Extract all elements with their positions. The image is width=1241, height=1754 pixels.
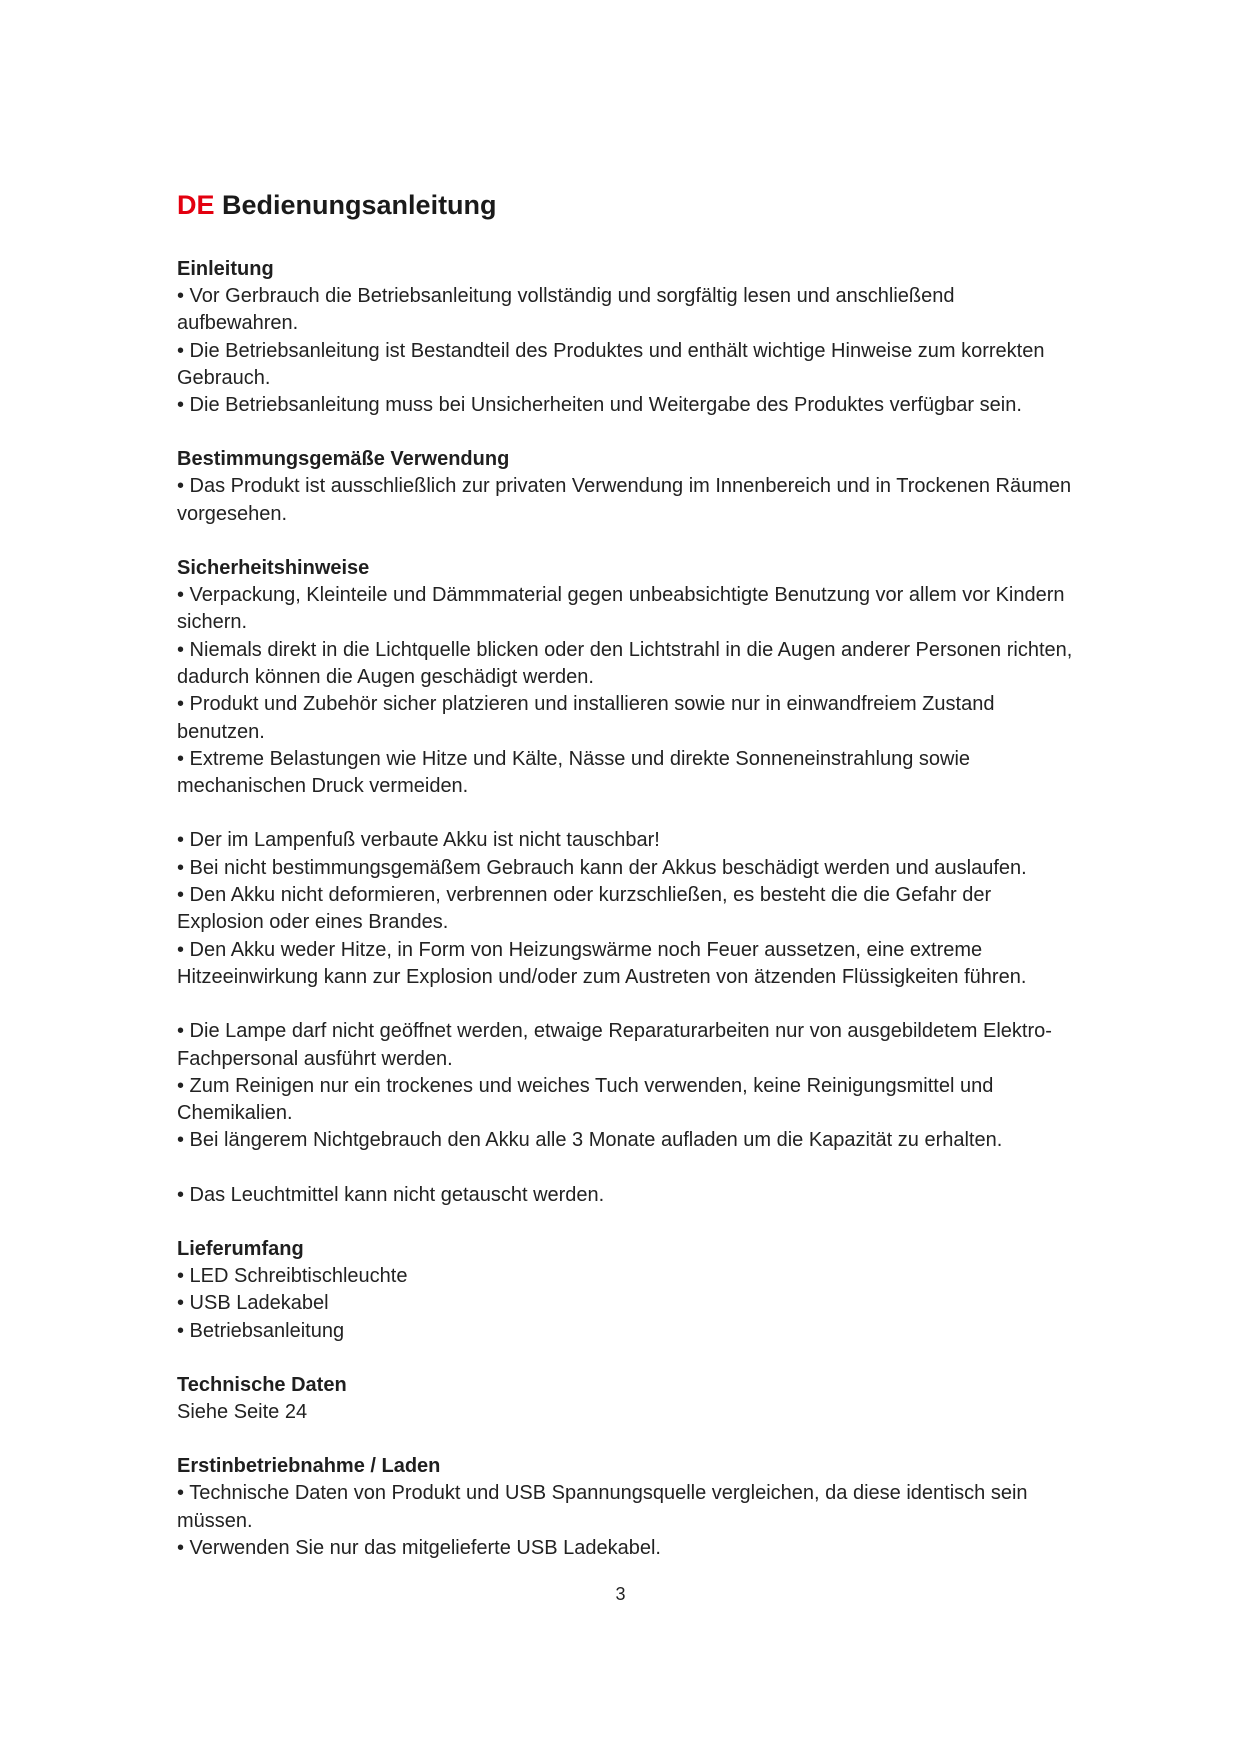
paragraph: • Das Leuchtmittel kann nicht getauscht werden.: [177, 1183, 605, 1206]
section-heading: Technische Daten: [177, 1373, 347, 1396]
paragraph: • Zum Reinigen nur ein trockenes und weiches Tuch verwenden, keine Reinigungsmittel und Chemikalien.: [177, 1074, 994, 1125]
paragraph: • Vor Gerbrauch die Betriebsanleitung vollständig und sorgfältig lesen und anschließend aufbewahren.: [177, 285, 955, 335]
document-page: [177, 188, 1077, 1589]
section-erstinbetriebnahme: [177, 1453, 1077, 1562]
paragraph: • Die Betriebsanleitung muss bei Unsicherheiten und Weitergabe des Produktes verfügbar sein.: [177, 394, 1022, 417]
section-heading: Lieferumfang: [177, 1238, 304, 1261]
section-heading: Einleitung: [177, 258, 274, 280]
section-heading: Erstinbetriebnahme / Laden: [177, 1455, 441, 1478]
title-text: Bedienungsanleitung: [222, 190, 497, 220]
section-heading: Sicherheitshinweise: [177, 557, 370, 580]
paragraph: • Niemals direkt in die Lichtquelle blicken oder den Lichtstrahl in die Augen anderer Personen richten, dadurch können die Augen geschädigt werden.: [177, 638, 1073, 688]
paragraph: • Das Produkt ist ausschließlich zur privaten Verwendung im Innenbereich und in Trockenen Räumen vorgesehen.: [177, 475, 1072, 525]
page-number: 3: [615, 1584, 626, 1604]
section-leuchtmittel-hinweis: [177, 1182, 1077, 1209]
paragraph: • Extreme Belastungen wie Hitze und Kälte, Nässe und direkte Sonneneinstrahlung sowie mechanischen Druck vermeiden.: [177, 747, 971, 798]
paragraph: • Technische Daten von Produkt und USB Spannungsquelle vergleichen, da diese identisch sein müssen.: [177, 1482, 1028, 1532]
section-sicherheitshinweise: [177, 555, 1077, 800]
language-code: DE: [177, 190, 215, 220]
section-akku-hinweise: [177, 827, 1077, 991]
paragraph: • Bei nicht bestimmungsgemäßem Gebrauch kann der Akkus beschädigt werden und auslaufen.: [177, 856, 1027, 879]
section-lieferumfang: [177, 1236, 1077, 1345]
paragraph: • Den Akku nicht deformieren, verbrennen oder kurzschließen, es besteht die die Gefahr der Explosion oder eines Brandes.: [177, 884, 992, 934]
paragraph: • Der im Lampenfuß verbaute Akku ist nicht tauschbar!: [177, 829, 660, 852]
section-bestimmungsgemaesse-verwendung: [177, 446, 1077, 528]
paragraph: • Produkt und Zubehör sicher platzieren und installieren sowie nur in einwandfreiem Zustand benutzen.: [177, 693, 995, 743]
paragraph: • Verpackung, Kleinteile und Dämmmaterial gegen unbeabsichtigte Benutzung vor allem vor Kindern sichern.: [177, 584, 1065, 634]
page-title: [177, 188, 1077, 222]
paragraph: • Verwenden Sie nur das mitgelieferte USB Ladekabel.: [177, 1536, 661, 1559]
list-item: • LED Schreibtischleuchte: [177, 1265, 408, 1288]
paragraph: • Die Lampe darf nicht geöffnet werden, etwaige Reparaturarbeiten nur von ausgebildetem Elektro-Fachpersonal ausführt werden.: [177, 1020, 1052, 1070]
list-item: • Betriebsanleitung: [177, 1319, 345, 1342]
paragraph: • Die Betriebsanleitung ist Bestandteil des Produktes und enthält wichtige Hinweise zum korrekten Gebrauch.: [177, 339, 1045, 389]
section-technische-daten: [177, 1372, 1077, 1426]
paragraph: • Bei längerem Nichtgebrauch den Akku alle 3 Monate aufladen um die Kapazität zu erhalten.: [177, 1129, 1003, 1152]
paragraph: Siehe Seite 24: [177, 1400, 308, 1423]
section-wartung-hinweise: [177, 1018, 1077, 1154]
list-item: • USB Ladekabel: [177, 1292, 329, 1315]
section-heading: Bestimmungsgemäße Verwendung: [177, 448, 510, 471]
section-einleitung: [177, 256, 1077, 419]
paragraph: • Den Akku weder Hitze, in Form von Heizungswärme noch Feuer aussetzen, eine extreme Hitzeeinwirkung kann zur Explosion und/oder zum Austreten von ätzenden Flüssigkeiten führen.: [177, 938, 1027, 988]
